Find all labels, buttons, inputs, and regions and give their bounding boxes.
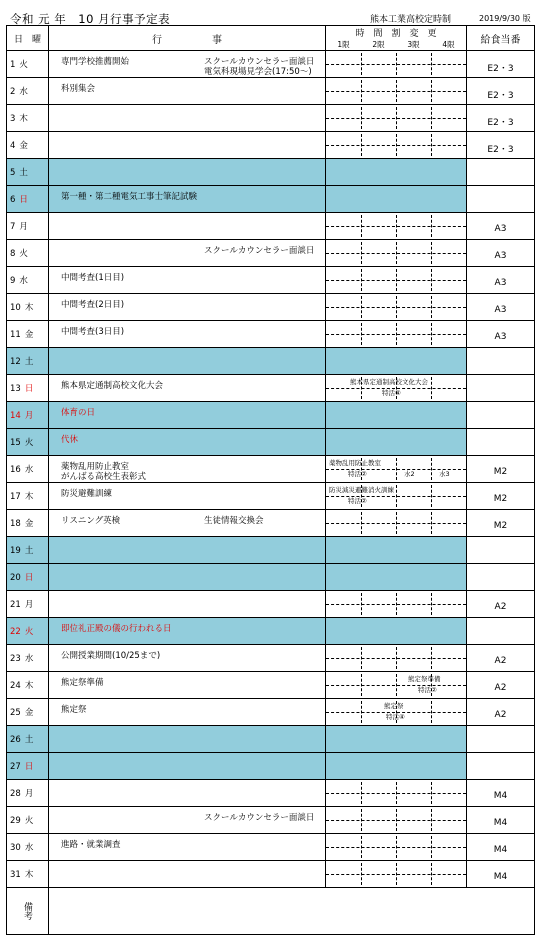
- page-title: 令和 元 年 10 月行事予定表: [10, 12, 171, 26]
- weekday: 日: [24, 573, 34, 583]
- day-row: [7, 402, 535, 429]
- weekday: 火: [19, 249, 28, 259]
- timetable-change-cell: [326, 645, 467, 672]
- meal-duty-cell: A3: [467, 321, 535, 348]
- event-cell: [49, 780, 326, 807]
- date-number: 5: [10, 168, 16, 178]
- event-cell: [49, 510, 326, 537]
- day-row: [7, 591, 535, 618]
- date-number: 31: [10, 870, 21, 880]
- timetable-change-cell: [326, 429, 467, 456]
- event-text: 第一種・第二種電気工事士筆記試験: [61, 191, 198, 202]
- grid-line: [326, 253, 466, 254]
- day-row: [7, 105, 535, 132]
- date-cell: [7, 510, 49, 537]
- event-cell: [49, 294, 326, 321]
- timetable-note: 熊定祭準備: [408, 674, 441, 683]
- remarks-row: [7, 888, 535, 935]
- event-cell: [49, 861, 326, 888]
- grid-line: [326, 604, 466, 605]
- timetable-change-cell: [326, 213, 467, 240]
- date-number: 14: [10, 411, 21, 421]
- event-cell: [49, 672, 326, 699]
- event-text: 公開授業期間(10/25まで): [61, 650, 161, 661]
- date-number: 19: [10, 546, 21, 556]
- date-cell: [7, 267, 49, 294]
- event-text: 中間考査(1日目): [61, 272, 125, 283]
- meal-duty-cell: M4: [467, 780, 535, 807]
- date-cell: [7, 645, 49, 672]
- timetable-change-cell: [326, 483, 467, 510]
- date-cell: [7, 861, 49, 888]
- day-row: [7, 429, 535, 456]
- remarks-body: [49, 888, 535, 935]
- weekday: 月: [24, 600, 34, 610]
- event-cell: [49, 456, 326, 483]
- day-row: [7, 78, 535, 105]
- date-cell: [7, 78, 49, 105]
- header-row: [7, 26, 535, 40]
- timetable-change-cell: [326, 564, 467, 591]
- day-row: [7, 267, 535, 294]
- date-number: 8: [10, 249, 16, 259]
- event-cell: [49, 375, 326, 402]
- day-row: [7, 294, 535, 321]
- event-text: スクールカウンセラー面談日: [204, 56, 315, 67]
- date-number: 3: [10, 114, 16, 124]
- date-cell: [7, 618, 49, 645]
- day-row: [7, 861, 535, 888]
- grid-line: [326, 145, 466, 146]
- grid-line: [326, 820, 466, 821]
- day-row: [7, 780, 535, 807]
- timetable-note: 水3: [439, 469, 450, 478]
- weekday: 月: [24, 411, 34, 421]
- weekday: 木: [19, 114, 28, 124]
- timetable-note: 特活②: [348, 496, 367, 505]
- date-number: 22: [10, 627, 21, 637]
- meal-duty-cell: [467, 375, 535, 402]
- day-row: [7, 456, 535, 483]
- weekday: 金: [24, 330, 34, 340]
- timetable-note: 特活④: [386, 712, 405, 721]
- weekday: 木: [24, 303, 34, 313]
- event-text: 熊定祭: [61, 704, 87, 715]
- date-number: 9: [10, 276, 16, 286]
- date-number: 15: [10, 438, 21, 448]
- date-cell: [7, 132, 49, 159]
- timetable-change-cell: [326, 510, 467, 537]
- weekday: 水: [24, 843, 34, 853]
- day-row: [7, 132, 535, 159]
- meal-duty-cell: A2: [467, 672, 535, 699]
- date-number: 1: [10, 60, 16, 70]
- event-cell: [49, 213, 326, 240]
- date-number: 29: [10, 816, 21, 826]
- date-cell: [7, 51, 49, 78]
- grid-line: [326, 64, 466, 65]
- event-cell: [49, 240, 326, 267]
- timetable-change-cell: [326, 591, 467, 618]
- timetable-change-cell: [326, 348, 467, 375]
- date-number: 4: [10, 141, 16, 151]
- event-cell: [49, 537, 326, 564]
- date-cell: [7, 294, 49, 321]
- timetable-change-cell: [326, 537, 467, 564]
- meal-duty-cell: A3: [467, 294, 535, 321]
- event-cell: [49, 159, 326, 186]
- day-row: [7, 699, 535, 726]
- event-text: 熊定祭準備: [61, 677, 104, 688]
- day-row: [7, 753, 535, 780]
- weekday: 月: [19, 222, 28, 232]
- weekday: 日: [24, 762, 34, 772]
- weekday: 火: [24, 627, 34, 637]
- meal-duty-cell: M4: [467, 834, 535, 861]
- timetable-change-cell: [326, 753, 467, 780]
- meal-duty-cell: M2: [467, 483, 535, 510]
- grid-line: [326, 226, 466, 227]
- date-cell: [7, 591, 49, 618]
- day-row: [7, 483, 535, 510]
- date-number: 30: [10, 843, 21, 853]
- date-cell: [7, 537, 49, 564]
- day-row: [7, 618, 535, 645]
- timetable-note: 特活④: [382, 388, 401, 397]
- period-3-header: 3限: [407, 40, 420, 49]
- meal-duty-cell: E2・3: [467, 51, 535, 78]
- meal-duty-cell: [467, 348, 535, 375]
- event-text: リスニング英検: [61, 515, 121, 526]
- event-cell: [49, 564, 326, 591]
- event-cell: [49, 591, 326, 618]
- date-number: 25: [10, 708, 21, 718]
- event-text: 科別集会: [61, 83, 96, 94]
- event-cell: [49, 645, 326, 672]
- timetable-change-cell: [326, 78, 467, 105]
- period-2-header: 2限: [372, 40, 385, 49]
- date-number: 24: [10, 681, 21, 691]
- date-cell: [7, 483, 49, 510]
- date-number: 16: [10, 465, 21, 475]
- date-cell: [7, 402, 49, 429]
- day-row: [7, 537, 535, 564]
- timetable-change-cell: [326, 456, 467, 483]
- meal-duty-cell: [467, 726, 535, 753]
- weekday: 木: [24, 681, 34, 691]
- date-cell: [7, 321, 49, 348]
- col-change-header: 時 間 割 変 更: [326, 26, 467, 40]
- date-number: 10: [10, 303, 21, 313]
- event-cell: [49, 753, 326, 780]
- school-name: 熊本工業高校定時制: [370, 15, 452, 25]
- timetable-change-cell: [326, 159, 467, 186]
- event-text: 中間考査(3日目): [61, 326, 125, 337]
- day-row: [7, 240, 535, 267]
- grid-line: [326, 523, 466, 524]
- day-row: [7, 807, 535, 834]
- date-number: 28: [10, 789, 21, 799]
- date-cell: [7, 726, 49, 753]
- meal-duty-cell: E2・3: [467, 105, 535, 132]
- day-row: [7, 159, 535, 186]
- timetable-change-cell: [326, 375, 467, 402]
- timetable-note: 熊本県定通制高校文化大会: [350, 377, 428, 386]
- date-cell: [7, 429, 49, 456]
- weekday: 日: [24, 384, 34, 394]
- weekday: 金: [24, 519, 34, 529]
- event-cell: [49, 726, 326, 753]
- date-cell: [7, 348, 49, 375]
- meal-duty-cell: A3: [467, 267, 535, 294]
- event-cell: [49, 51, 326, 78]
- grid-line: [326, 793, 466, 794]
- meal-duty-cell: A2: [467, 591, 535, 618]
- event-cell: [49, 267, 326, 294]
- meal-duty-cell: M2: [467, 510, 535, 537]
- meal-duty-cell: [467, 159, 535, 186]
- date-cell: [7, 780, 49, 807]
- event-cell: [49, 132, 326, 159]
- day-row: [7, 834, 535, 861]
- date-number: 17: [10, 492, 21, 502]
- event-cell: [49, 78, 326, 105]
- meal-duty-cell: M4: [467, 807, 535, 834]
- event-text: 中間考査(2日目): [61, 299, 125, 310]
- period-1-header: 1限: [337, 40, 350, 49]
- meal-duty-cell: [467, 618, 535, 645]
- day-row: [7, 645, 535, 672]
- grid-line: [326, 658, 466, 659]
- weekday: 水: [19, 87, 28, 97]
- timetable-change-cell: [326, 861, 467, 888]
- timetable-change-cell: [326, 672, 467, 699]
- meal-duty-cell: A2: [467, 699, 535, 726]
- period-4-header: 4限: [442, 40, 455, 49]
- weekday: 土: [24, 546, 34, 556]
- event-text: 薬物乱用防止教室: [61, 461, 130, 472]
- date-number: 2: [10, 87, 16, 97]
- timetable-change-cell: [326, 807, 467, 834]
- meal-duty-cell: [467, 753, 535, 780]
- grid-line: [326, 874, 466, 875]
- weekday: 火: [24, 816, 34, 826]
- timetable-change-cell: [326, 780, 467, 807]
- day-row: [7, 213, 535, 240]
- grid-line: [326, 685, 466, 686]
- grid-line: [326, 280, 466, 281]
- event-text: スクールカウンセラー面談日: [204, 812, 315, 823]
- meal-duty-cell: M2: [467, 456, 535, 483]
- weekday: 水: [24, 654, 34, 664]
- timetable-change-cell: [326, 294, 467, 321]
- weekday: 金: [19, 141, 28, 151]
- event-cell: [49, 348, 326, 375]
- date-cell: [7, 186, 49, 213]
- meal-duty-cell: A2: [467, 645, 535, 672]
- col-date-header: 日 曜: [7, 26, 49, 51]
- date-cell: [7, 834, 49, 861]
- date-number: 26: [10, 735, 21, 745]
- col-meal-header: 給食当番: [467, 26, 535, 51]
- day-row: [7, 186, 535, 213]
- grid-line: [326, 307, 466, 308]
- event-text: 体育の日: [61, 407, 96, 418]
- day-row: [7, 375, 535, 402]
- timetable-change-cell: [326, 834, 467, 861]
- day-row: [7, 510, 535, 537]
- weekday: 金: [24, 708, 34, 718]
- meal-duty-cell: E2・3: [467, 78, 535, 105]
- date-cell: [7, 807, 49, 834]
- date-cell: [7, 375, 49, 402]
- col-event-header: 行 事: [49, 26, 326, 51]
- date-number: 27: [10, 762, 21, 772]
- day-row: [7, 726, 535, 753]
- date-number: 12: [10, 357, 21, 367]
- grid-line: [326, 847, 466, 848]
- event-cell: [49, 699, 326, 726]
- event-text: がんばる高校生表彰式: [61, 471, 147, 482]
- weekday: 土: [24, 357, 34, 367]
- timetable-note: 熊定祭: [384, 701, 404, 710]
- meal-duty-cell: [467, 429, 535, 456]
- date-number: 20: [10, 573, 21, 583]
- event-cell: [49, 186, 326, 213]
- date-number: 13: [10, 384, 21, 394]
- event-text: 代休: [61, 434, 79, 445]
- weekday: 水: [24, 465, 34, 475]
- timetable-change-cell: [326, 240, 467, 267]
- meal-duty-cell: [467, 564, 535, 591]
- weekday: 木: [24, 492, 34, 502]
- edition-date: 2019/9/30 版: [479, 14, 531, 23]
- meal-duty-cell: [467, 186, 535, 213]
- weekday: 火: [24, 438, 34, 448]
- date-cell: [7, 213, 49, 240]
- date-number: 21: [10, 600, 21, 610]
- date-number: 7: [10, 222, 16, 232]
- weekday: 月: [24, 789, 34, 799]
- event-text: 生徒情報交換会: [204, 515, 264, 526]
- timetable-change-cell: [326, 321, 467, 348]
- date-cell: [7, 753, 49, 780]
- weekday: 火: [19, 60, 28, 70]
- timetable-note: 特活②: [418, 685, 437, 694]
- date-number: 6: [10, 195, 16, 205]
- event-text: 専門学校推薦開始: [61, 56, 130, 67]
- event-cell: [49, 483, 326, 510]
- event-text: 熊本県定通制高校文化大会: [61, 380, 164, 391]
- meal-duty-cell: A3: [467, 240, 535, 267]
- meal-duty-cell: [467, 537, 535, 564]
- schedule-table: [6, 25, 535, 935]
- day-row: [7, 564, 535, 591]
- event-cell: [49, 618, 326, 645]
- date-cell: [7, 564, 49, 591]
- event-text: 電気科現場見学会(17:50～): [204, 66, 312, 77]
- meal-duty-cell: E2・3: [467, 132, 535, 159]
- grid-line: [326, 334, 466, 335]
- timetable-change-cell: [326, 726, 467, 753]
- weekday: 木: [24, 870, 34, 880]
- grid-line: [326, 91, 466, 92]
- timetable-change-cell: [326, 402, 467, 429]
- day-row: [7, 348, 535, 375]
- timetable-change-cell: [326, 186, 467, 213]
- date-cell: [7, 159, 49, 186]
- timetable-note: 薬物乱用防止教室: [329, 458, 381, 467]
- event-cell: [49, 105, 326, 132]
- grid-line: [326, 496, 466, 497]
- weekday: 水: [19, 276, 28, 286]
- date-cell: [7, 672, 49, 699]
- date-cell: [7, 456, 49, 483]
- remarks-label: 備考: [7, 888, 49, 935]
- timetable-note: 特活②: [348, 469, 367, 478]
- weekday: 土: [24, 735, 34, 745]
- date-number: 11: [10, 330, 21, 340]
- timetable-change-cell: [326, 699, 467, 726]
- timetable-note: 防災減災避難消火訓練: [329, 485, 394, 494]
- meal-duty-cell: [467, 402, 535, 429]
- event-cell: [49, 321, 326, 348]
- date-cell: [7, 699, 49, 726]
- day-row: [7, 321, 535, 348]
- date-number: 18: [10, 519, 21, 529]
- meal-duty-cell: M4: [467, 861, 535, 888]
- day-row: [7, 672, 535, 699]
- event-text: 即位礼正殿の儀の行われる日: [61, 623, 172, 634]
- timetable-change-cell: [326, 51, 467, 78]
- date-number: 23: [10, 654, 21, 664]
- event-cell: [49, 834, 326, 861]
- timetable-change-cell: [326, 267, 467, 294]
- timetable-note: 水2: [404, 469, 415, 478]
- timetable-change-cell: [326, 132, 467, 159]
- timetable-change-cell: [326, 618, 467, 645]
- event-text: 防災避難訓練: [61, 488, 113, 499]
- event-cell: [49, 402, 326, 429]
- event-text: 進路・就業調査: [61, 839, 121, 850]
- event-cell: [49, 807, 326, 834]
- meal-duty-cell: A3: [467, 213, 535, 240]
- grid-line: [326, 118, 466, 119]
- day-row: [7, 51, 535, 78]
- event-cell: [49, 429, 326, 456]
- weekday: 土: [19, 168, 28, 178]
- weekday: 日: [19, 195, 28, 205]
- timetable-change-cell: [326, 105, 467, 132]
- event-text: スクールカウンセラー面談日: [204, 245, 315, 256]
- date-cell: [7, 105, 49, 132]
- date-cell: [7, 240, 49, 267]
